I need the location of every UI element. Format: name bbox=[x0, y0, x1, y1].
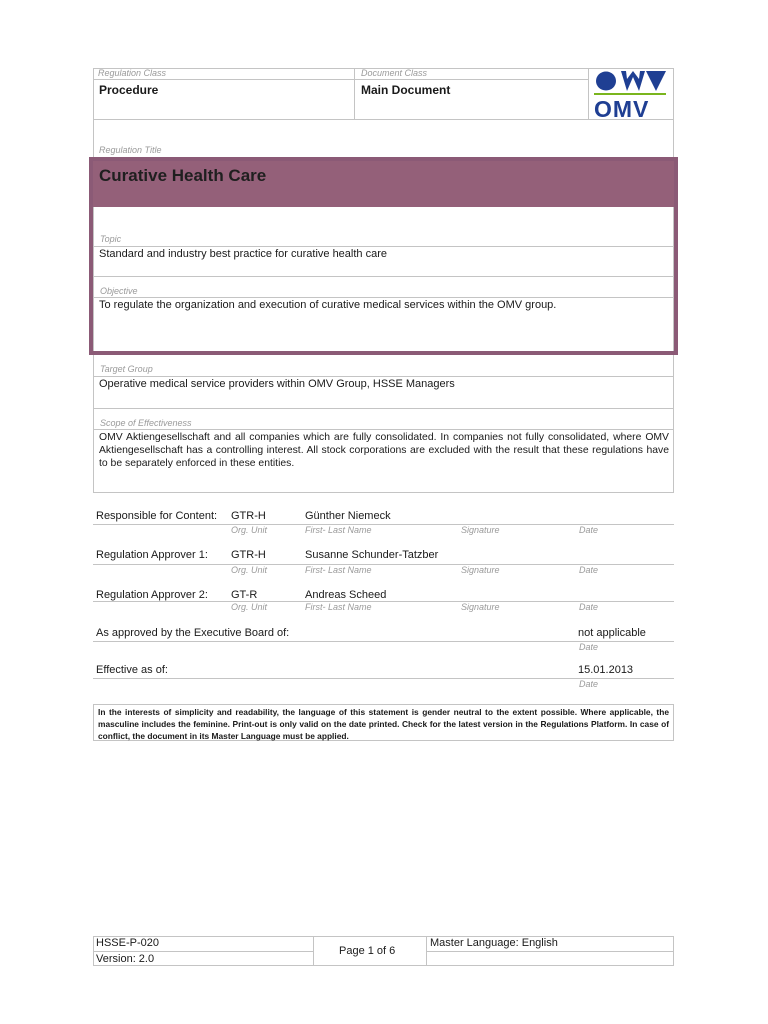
org-unit-label: Org. Unit bbox=[231, 525, 268, 535]
page-number: Page 1 of 6 bbox=[339, 945, 396, 957]
sig-role: Regulation Approver 1: bbox=[96, 549, 208, 561]
sig-role: Regulation Approver 2: bbox=[96, 589, 208, 601]
org-unit-label: Org. Unit bbox=[231, 565, 268, 575]
header-rule bbox=[93, 79, 589, 80]
objective-label: Objective bbox=[100, 286, 138, 296]
rule bbox=[93, 951, 313, 952]
header-divider bbox=[588, 68, 589, 120]
header-divider bbox=[354, 68, 355, 120]
sig-unit: GTR-H bbox=[231, 510, 266, 522]
sig-role: Responsible for Content: bbox=[96, 510, 218, 522]
name-label: First- Last Name bbox=[305, 602, 372, 612]
document-class-label: Document Class bbox=[361, 68, 428, 78]
document-title: Curative Health Care bbox=[99, 166, 267, 185]
date-label: Date bbox=[579, 525, 599, 535]
regulation-class-label: Regulation Class bbox=[98, 68, 167, 78]
signature-label: Signature bbox=[461, 525, 500, 535]
date-label: Date bbox=[579, 642, 599, 652]
target-group-label: Target Group bbox=[100, 364, 153, 374]
version: Version: 2.0 bbox=[96, 953, 155, 965]
effective-date: 15.01.2013 bbox=[578, 664, 634, 676]
regulation-class-value: Procedure bbox=[99, 83, 159, 97]
signature-label: Signature bbox=[461, 602, 500, 612]
sig-name: Andreas Scheed bbox=[305, 589, 387, 601]
master-language: Master Language: English bbox=[430, 937, 558, 949]
name-label: First- Last Name bbox=[305, 565, 372, 575]
rule bbox=[93, 276, 674, 277]
omv-logo-text: OMV bbox=[594, 96, 650, 122]
sig-name: Susanne Schunder-Tatzber bbox=[305, 549, 439, 561]
sig-unit: GTR-H bbox=[231, 549, 266, 561]
rule bbox=[93, 297, 674, 298]
date-label: Date bbox=[579, 565, 599, 575]
logo-accent-line bbox=[594, 93, 666, 95]
date-label: Date bbox=[579, 602, 599, 612]
rule bbox=[93, 376, 674, 377]
sig-unit: GT-R bbox=[231, 589, 258, 601]
effective-label: Effective as of: bbox=[96, 664, 168, 676]
target-group-value: Operative medical service providers within OMV Group, HSSE Managers bbox=[99, 378, 455, 390]
footer-divider bbox=[313, 936, 314, 966]
sig-name: Günther Niemeck bbox=[305, 510, 391, 522]
objective-value: To regulate the organization and execution of curative medical services within the OMV group. bbox=[99, 299, 557, 311]
board-value: not applicable bbox=[578, 627, 646, 639]
board-label: As approved by the Executive Board of: bbox=[96, 627, 290, 639]
document-class-value: Main Document bbox=[361, 83, 451, 97]
rule bbox=[93, 408, 674, 409]
doc-id: HSSE-P-020 bbox=[96, 937, 159, 949]
scope-value: OMV Aktiengesellschaft and all companies which are fully consolidated. In companies not fully consolidated, where OMV Aktiengesellschaft has a controlling interest. All stock corporations are excluded with the result that these regulations have to be separately enforced in these entities. bbox=[99, 432, 669, 470]
scope-label: Scope of Effectiveness bbox=[100, 418, 192, 428]
topic-value: Standard and industry best practice for curative health care bbox=[99, 248, 387, 260]
rule bbox=[93, 246, 674, 247]
disclaimer: In the interests of simplicity and readability, the language of this statement is gender neutral to the extent possible. Where applicable, the masculine includes the feminine. Print-out is only valid on the date printed. Check for the latest version in the Regulations Platform. In case of conflict, the document in its Master Language must be applied. bbox=[93, 704, 674, 741]
omv-logo-mark bbox=[594, 69, 668, 93]
name-label: First- Last Name bbox=[305, 525, 372, 535]
org-unit-label: Org. Unit bbox=[231, 602, 268, 612]
topic-label: Topic bbox=[100, 234, 122, 244]
signature-label: Signature bbox=[461, 565, 500, 575]
regulation-title-label: Regulation Title bbox=[99, 145, 162, 155]
rule bbox=[426, 951, 674, 952]
rule bbox=[93, 429, 674, 430]
date-label: Date bbox=[579, 679, 599, 689]
